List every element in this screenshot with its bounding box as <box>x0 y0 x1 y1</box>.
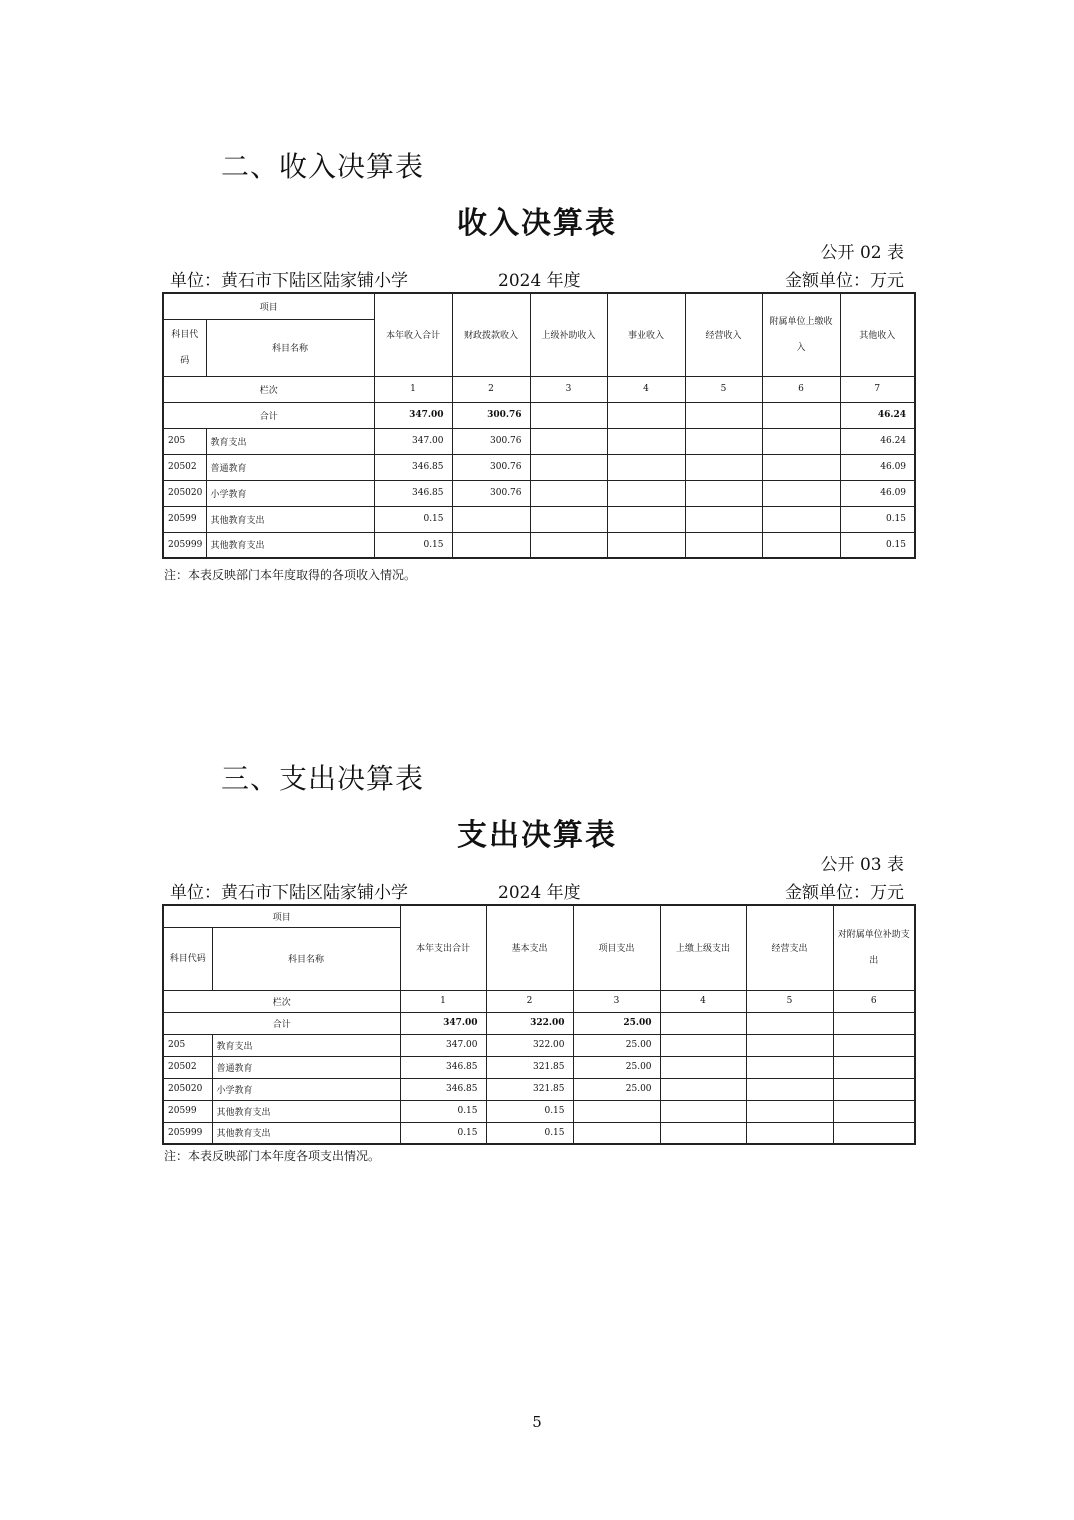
row-name: 其他教育支出 <box>206 506 374 532</box>
row-value <box>573 1100 660 1122</box>
row-value <box>833 1122 915 1144</box>
row-index-label: 栏次 <box>163 990 400 1012</box>
row-name: 其他教育支出 <box>206 532 374 558</box>
row-index-label: 栏次 <box>163 376 374 402</box>
row-value: 0.15 <box>840 532 915 558</box>
row-value: 0.15 <box>840 506 915 532</box>
row-code: 205020 <box>163 480 206 506</box>
col-number: 5 <box>685 376 762 402</box>
col-number: 4 <box>607 376 685 402</box>
col-number: 3 <box>573 990 660 1012</box>
row-value <box>452 532 530 558</box>
table-row <box>163 1034 915 1056</box>
row-value: 25.00 <box>573 1078 660 1100</box>
header-code: 科目代码 <box>163 927 212 990</box>
header-col-fiscal: 财政拨款收入 <box>452 293 530 376</box>
table-row <box>163 480 915 506</box>
row-value <box>685 532 762 558</box>
row-value: 321.85 <box>486 1056 573 1078</box>
total-value: 347.00 <box>400 1012 486 1034</box>
row-value <box>685 454 762 480</box>
table-row <box>163 1122 915 1144</box>
header-col-subsidy: 对附属单位补助支出 <box>833 905 915 990</box>
row-value: 46.24 <box>840 428 915 454</box>
row-value <box>685 428 762 454</box>
expense-note: 注：本表反映部门本年度各项支出情况。 <box>164 1149 381 1163</box>
row-name: 小学教育 <box>212 1078 400 1100</box>
total-label: 合计 <box>163 1012 400 1034</box>
row-value <box>660 1122 746 1144</box>
row-value <box>762 480 840 506</box>
col-number: 4 <box>660 990 746 1012</box>
income-header-row <box>163 293 915 319</box>
row-value <box>660 1078 746 1100</box>
row-value <box>607 428 685 454</box>
row-code: 205 <box>163 1034 212 1056</box>
row-code: 20599 <box>163 506 206 532</box>
expense-unit-label: 单位：黄石市下陆区陆家铺小学 <box>170 883 408 903</box>
expense-total-row <box>163 1012 915 1034</box>
col-number: 7 <box>840 376 915 402</box>
header-col-basic: 基本支出 <box>486 905 573 990</box>
row-value: 346.85 <box>374 454 452 480</box>
expense-header-row <box>163 905 915 927</box>
row-value <box>452 506 530 532</box>
income-total-row <box>163 402 915 428</box>
total-value: 300.76 <box>452 402 530 428</box>
col-number: 2 <box>452 376 530 402</box>
row-name: 其他教育支出 <box>212 1122 400 1144</box>
header-name: 科目名称 <box>212 927 400 990</box>
row-value <box>746 1078 833 1100</box>
row-value <box>607 506 685 532</box>
page-number: 5 <box>532 1413 542 1431</box>
row-value <box>762 454 840 480</box>
row-value <box>746 1100 833 1122</box>
row-value <box>746 1034 833 1056</box>
header-item: 项目 <box>163 905 400 927</box>
income-table-title: 收入决算表 <box>457 206 617 241</box>
table-row <box>163 1078 915 1100</box>
row-value: 46.09 <box>840 480 915 506</box>
total-value <box>530 402 607 428</box>
row-value: 300.76 <box>452 480 530 506</box>
row-value <box>530 428 607 454</box>
col-number: 3 <box>530 376 607 402</box>
row-value <box>762 506 840 532</box>
row-value <box>530 532 607 558</box>
expense-index-row <box>163 990 915 1012</box>
row-value <box>833 1056 915 1078</box>
header-col-operating: 经营支出 <box>746 905 833 990</box>
row-value <box>530 454 607 480</box>
row-value <box>530 506 607 532</box>
total-value <box>746 1012 833 1034</box>
table-row <box>163 1100 915 1122</box>
expense-currency-label: 金额单位：万元 <box>785 883 904 903</box>
row-name: 教育支出 <box>212 1034 400 1056</box>
row-code: 205999 <box>163 532 206 558</box>
income-unit-label: 单位：黄石市下陆区陆家铺小学 <box>170 271 408 291</box>
row-value <box>833 1078 915 1100</box>
col-number: 6 <box>833 990 915 1012</box>
row-value <box>660 1100 746 1122</box>
income-year-label: 2024 年度 <box>498 271 581 291</box>
expense-table <box>162 904 916 1145</box>
col-number: 6 <box>762 376 840 402</box>
income-table <box>162 292 916 559</box>
row-value <box>660 1034 746 1056</box>
total-value <box>833 1012 915 1034</box>
row-value: 0.15 <box>374 532 452 558</box>
row-name: 其他教育支出 <box>212 1100 400 1122</box>
table-row <box>163 428 915 454</box>
row-value <box>607 454 685 480</box>
row-value: 346.85 <box>400 1078 486 1100</box>
row-value: 347.00 <box>400 1034 486 1056</box>
table-row <box>163 454 915 480</box>
header-col-business: 事业收入 <box>607 293 685 376</box>
row-value <box>746 1122 833 1144</box>
total-value: 347.00 <box>374 402 452 428</box>
total-value <box>685 402 762 428</box>
row-value: 347.00 <box>374 428 452 454</box>
row-value <box>660 1056 746 1078</box>
row-value: 0.15 <box>400 1100 486 1122</box>
total-value <box>660 1012 746 1034</box>
row-value: 300.76 <box>452 428 530 454</box>
header-item: 项目 <box>163 293 374 319</box>
row-value <box>685 506 762 532</box>
income-section-heading: 二、收入决算表 <box>221 150 425 183</box>
header-col-operating: 经营收入 <box>685 293 762 376</box>
expense-form-number: 公开 03 表 <box>820 855 904 875</box>
income-index-row <box>163 376 915 402</box>
col-number: 1 <box>400 990 486 1012</box>
row-code: 205020 <box>163 1078 212 1100</box>
row-value: 0.15 <box>486 1122 573 1144</box>
row-value: 346.85 <box>374 480 452 506</box>
row-value <box>833 1034 915 1056</box>
row-code: 205999 <box>163 1122 212 1144</box>
row-name: 小学教育 <box>206 480 374 506</box>
header-col-subsidiary: 附属单位上缴收入 <box>762 293 840 376</box>
row-value: 25.00 <box>573 1056 660 1078</box>
row-value: 0.15 <box>486 1100 573 1122</box>
table-row <box>163 506 915 532</box>
row-value <box>746 1056 833 1078</box>
row-value: 300.76 <box>452 454 530 480</box>
row-value <box>530 480 607 506</box>
total-value <box>607 402 685 428</box>
table-row <box>163 1056 915 1078</box>
header-col-total: 本年收入合计 <box>374 293 452 376</box>
row-code: 20502 <box>163 1056 212 1078</box>
row-value <box>573 1122 660 1144</box>
row-code: 205 <box>163 428 206 454</box>
row-value <box>607 480 685 506</box>
row-name: 教育支出 <box>206 428 374 454</box>
row-value <box>762 532 840 558</box>
total-label: 合计 <box>163 402 374 428</box>
row-value <box>685 480 762 506</box>
row-value: 46.09 <box>840 454 915 480</box>
header-col-total: 本年支出合计 <box>400 905 486 990</box>
col-number: 5 <box>746 990 833 1012</box>
income-currency-label: 金额单位：万元 <box>785 271 904 291</box>
col-number: 1 <box>374 376 452 402</box>
row-name: 普通教育 <box>206 454 374 480</box>
header-code: 科目代码 <box>163 319 206 376</box>
row-value: 322.00 <box>486 1034 573 1056</box>
total-value: 25.00 <box>573 1012 660 1034</box>
expense-section-heading: 三、支出决算表 <box>221 762 425 795</box>
total-value: 46.24 <box>840 402 915 428</box>
total-value: 322.00 <box>486 1012 573 1034</box>
header-col-remit: 上缴上级支出 <box>660 905 746 990</box>
expense-year-label: 2024 年度 <box>498 883 581 903</box>
table-row <box>163 532 915 558</box>
row-code: 20599 <box>163 1100 212 1122</box>
row-name: 普通教育 <box>212 1056 400 1078</box>
row-code: 20502 <box>163 454 206 480</box>
header-name: 科目名称 <box>206 319 374 376</box>
income-note: 注：本表反映部门本年度取得的各项收入情况。 <box>164 568 417 582</box>
header-col-other: 其他收入 <box>840 293 915 376</box>
row-value: 321.85 <box>486 1078 573 1100</box>
row-value: 0.15 <box>400 1122 486 1144</box>
total-value <box>762 402 840 428</box>
income-form-number: 公开 02 表 <box>820 243 904 263</box>
row-value: 346.85 <box>400 1056 486 1078</box>
row-value <box>607 532 685 558</box>
expense-table-title: 支出决算表 <box>457 818 617 853</box>
row-value: 25.00 <box>573 1034 660 1056</box>
header-col-project: 项目支出 <box>573 905 660 990</box>
row-value: 0.15 <box>374 506 452 532</box>
row-value <box>762 428 840 454</box>
header-col-superior: 上级补助收入 <box>530 293 607 376</box>
col-number: 2 <box>486 990 573 1012</box>
row-value <box>833 1100 915 1122</box>
